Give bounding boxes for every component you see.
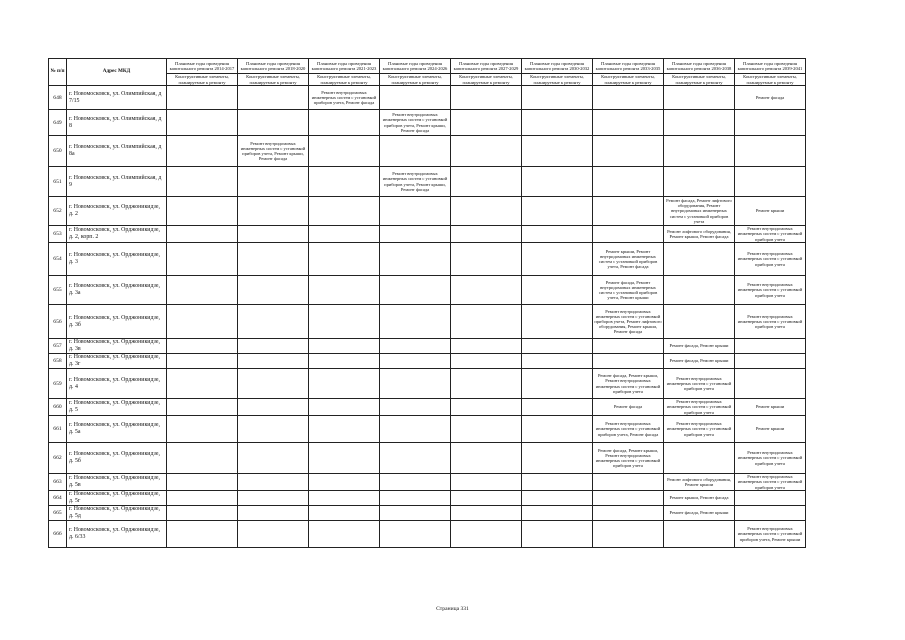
- table-row: [49, 167, 806, 197]
- row-address: г. Новомосковск, ул. Орджоникидзе, д. 6/33: [67, 521, 167, 548]
- repair-works-cell: [522, 354, 593, 369]
- repair-works-cell: Ремонт лифтового оборудования, Ремонт крыши: [664, 474, 735, 491]
- repair-works-cell: [167, 86, 238, 110]
- repair-works-cell: [451, 491, 522, 506]
- row-address: г. Новомосковск, ул. Орджоникидзе, д. 3в: [67, 339, 167, 354]
- table-row: [49, 110, 806, 136]
- header-period-2033-2035: Плановые годы проведения капитального ремонта 2033-2035: [593, 59, 664, 74]
- row-address: г. Новомосковск, ул. Орджоникидзе, д. 5: [67, 399, 167, 416]
- repair-works-cell: [664, 521, 735, 548]
- header-period-2036-2038: Плановые годы проведения капитального ремонта 2036-2038: [664, 59, 735, 74]
- table-body: [49, 86, 806, 548]
- repair-works-cell: [238, 276, 309, 305]
- table-row: [49, 276, 806, 305]
- row-address: г. Новомосковск, ул. Орджоникидзе, д. 4: [67, 369, 167, 399]
- repair-works-cell: [451, 305, 522, 339]
- row-number: 663: [49, 474, 67, 491]
- repair-works-cell: [522, 416, 593, 443]
- repair-works-cell: [238, 110, 309, 136]
- repair-works-cell: [735, 339, 806, 354]
- repair-works-cell: Ремонт внутридомовых инженерных систем с установкой приборов учета, Ремонт крыши, Ремонт фасада: [238, 136, 309, 167]
- row-number: 660: [49, 399, 67, 416]
- repair-works-cell: [522, 474, 593, 491]
- repair-works-cell: [451, 399, 522, 416]
- row-number: 648: [49, 86, 67, 110]
- repair-works-cell: Ремонт крыши, Ремонт фасада: [664, 491, 735, 506]
- repair-works-cell: [593, 491, 664, 506]
- header-elements: Конструктивные элементы, планируемые к ремонту: [593, 74, 664, 86]
- row-address: г. Новомосковск, ул. Олимпийская, д 9: [67, 167, 167, 197]
- table-row: [49, 305, 806, 339]
- repair-works-cell: [309, 110, 380, 136]
- repair-works-cell: [451, 167, 522, 197]
- header-elements: Конструктивные элементы, планируемые к ремонту: [522, 74, 593, 86]
- repair-works-cell: [451, 276, 522, 305]
- header-period-2021-2023: Плановые годы проведения капитального ремонта 2021-2023: [309, 59, 380, 74]
- repair-works-cell: [309, 521, 380, 548]
- repair-works-cell: [735, 110, 806, 136]
- repair-works-cell: [664, 110, 735, 136]
- table-row: [49, 226, 806, 243]
- repair-works-cell: Ремонт крыши: [735, 416, 806, 443]
- repair-works-cell: [167, 226, 238, 243]
- row-address: г. Новомосковск, ул. Орджоникидзе, д. 5б: [67, 443, 167, 474]
- repair-works-cell: [238, 474, 309, 491]
- row-number: 654: [49, 243, 67, 276]
- repair-works-cell: [593, 521, 664, 548]
- repair-works-cell: [238, 399, 309, 416]
- repair-works-cell: Ремонт внутридомовых инженерных систем с установкой приборов учета: [735, 276, 806, 305]
- repair-works-cell: Ремонт внутридомовых инженерных систем с установкой приборов учета, Ремонт крыши: [735, 521, 806, 548]
- repair-works-cell: [238, 369, 309, 399]
- repair-works-cell: [309, 276, 380, 305]
- repair-works-cell: [451, 506, 522, 521]
- repair-works-cell: [309, 474, 380, 491]
- table-header: [49, 59, 806, 86]
- repair-works-cell: [380, 226, 451, 243]
- repair-works-cell: [167, 399, 238, 416]
- repair-works-cell: [593, 474, 664, 491]
- repair-works-cell: [380, 474, 451, 491]
- repair-works-cell: Ремонт внутридомовых инженерных систем с установкой приборов учета: [735, 474, 806, 491]
- row-number: 664: [49, 491, 67, 506]
- repair-works-cell: [522, 243, 593, 276]
- row-address: г. Новомосковск, ул. Орджоникидзе, д. 2, корп. 2: [67, 226, 167, 243]
- repair-works-cell: [451, 369, 522, 399]
- repair-works-cell: [238, 197, 309, 226]
- row-number: 659: [49, 369, 67, 399]
- repair-works-cell: [238, 416, 309, 443]
- table-row: [49, 86, 806, 110]
- repair-works-cell: [451, 339, 522, 354]
- header-period-2018-2020: Плановые годы проведения капитального ремонта 2018-2020: [238, 59, 309, 74]
- repair-works-cell: [451, 443, 522, 474]
- repair-works-cell: [238, 86, 309, 110]
- row-number: 657: [49, 339, 67, 354]
- repair-works-cell: [593, 136, 664, 167]
- repair-works-cell: Ремонт фасада, Ремонт крыши: [664, 506, 735, 521]
- repair-works-cell: Ремонт внутридомовых инженерных систем с установкой приборов учета, Ремонт лифтового оборудования, Ремонт крыши, Ремонт фасада: [593, 305, 664, 339]
- repair-works-cell: Ремонт фасада, Ремонт внутридомовых инженерных систем с установкой приборов учета, Ремонт крыши: [593, 276, 664, 305]
- table-row: [49, 197, 806, 226]
- repair-works-cell: [238, 339, 309, 354]
- row-address: г. Новомосковск, ул. Орджоникидзе, д. 5а: [67, 416, 167, 443]
- repair-works-cell: Ремонт фасада, Ремонт крыши, Ремонт внутридомовых инженерных систем с установкой приборов учета: [593, 443, 664, 474]
- repair-works-cell: [593, 167, 664, 197]
- repair-works-cell: [664, 243, 735, 276]
- row-number: 666: [49, 521, 67, 548]
- repair-works-cell: Ремонт крыши, Ремонт внутридомовых инженерных систем с установкой приборов учета, Ремонт фасада: [593, 243, 664, 276]
- repair-works-cell: [735, 167, 806, 197]
- row-address: г. Новомосковск, ул. Олимпийская, д 8: [67, 110, 167, 136]
- repair-works-cell: [664, 276, 735, 305]
- repair-works-cell: [380, 276, 451, 305]
- table-row: [49, 443, 806, 474]
- table-row: [49, 369, 806, 399]
- repair-works-cell: [238, 226, 309, 243]
- repair-works-cell: [451, 197, 522, 226]
- header-elements: Конструктивные элементы, планируемые к ремонту: [664, 74, 735, 86]
- repair-works-cell: [309, 243, 380, 276]
- repair-works-cell: [451, 110, 522, 136]
- repair-works-cell: Ремонт внутридомовых инженерных систем с установкой приборов учета, Ремонт крыши, Ремонт фасада: [380, 110, 451, 136]
- repair-works-cell: [735, 136, 806, 167]
- repair-works-cell: [522, 491, 593, 506]
- header-elements: Конструктивные элементы, планируемые к ремонту: [238, 74, 309, 86]
- header-period-2030-2032: Плановые годы проведения капитального ремонта 2030-2032: [522, 59, 593, 74]
- repair-works-cell: [238, 305, 309, 339]
- row-address: г. Новомосковск, ул. Олимпийская, д 7/15: [67, 86, 167, 110]
- repair-works-cell: [238, 243, 309, 276]
- repair-works-cell: [309, 369, 380, 399]
- repair-works-cell: Ремонт фасада, Ремонт крыши, Ремонт внутридомовых инженерных систем с установкой приборов учета: [593, 369, 664, 399]
- repair-works-cell: [522, 506, 593, 521]
- repair-works-cell: [167, 197, 238, 226]
- repair-works-cell: [238, 167, 309, 197]
- repair-works-cell: Ремонт внутридомовых инженерных систем с установкой приборов учета: [664, 416, 735, 443]
- table-row: [49, 339, 806, 354]
- repair-works-cell: [380, 521, 451, 548]
- repair-works-cell: [522, 167, 593, 197]
- repair-works-cell: [380, 305, 451, 339]
- repair-works-cell: [167, 167, 238, 197]
- header-num: № п/п: [49, 59, 67, 86]
- page-number: Страница 331: [436, 606, 469, 612]
- repair-works-cell: [522, 443, 593, 474]
- repair-works-cell: Ремонт фасада: [735, 86, 806, 110]
- repair-works-cell: [309, 443, 380, 474]
- repair-works-cell: [735, 354, 806, 369]
- header-address: Адрес МКД: [67, 59, 167, 86]
- repair-works-cell: [522, 339, 593, 354]
- repair-works-cell: [664, 136, 735, 167]
- repair-works-cell: [593, 354, 664, 369]
- row-address: г. Новомосковск, ул. Орджоникидзе, д. 5г: [67, 491, 167, 506]
- repair-works-cell: [451, 86, 522, 110]
- repair-works-cell: [522, 521, 593, 548]
- row-number: 661: [49, 416, 67, 443]
- repair-works-cell: Ремонт внутридомовых инженерных систем с установкой приборов учета, Ремонт крыши, Ремонт фасада: [380, 167, 451, 197]
- repair-works-cell: [522, 86, 593, 110]
- repair-works-cell: Ремонт внутридомовых инженерных систем с установкой приборов учета: [664, 399, 735, 416]
- table-row: [49, 136, 806, 167]
- repair-works-cell: [238, 354, 309, 369]
- repair-works-cell: [167, 276, 238, 305]
- repair-works-cell: [167, 243, 238, 276]
- repair-works-cell: [593, 339, 664, 354]
- header-elements: Конструктивные элементы, планируемые к ремонту: [380, 74, 451, 86]
- header-elements: Конструктивные элементы, планируемые к ремонту: [451, 74, 522, 86]
- repair-works-cell: [238, 521, 309, 548]
- repair-works-cell: [451, 243, 522, 276]
- repair-works-cell: [167, 474, 238, 491]
- repair-works-cell: Ремонт внутридомовых инженерных систем с установкой приборов учета: [735, 305, 806, 339]
- repair-works-cell: Ремонт фасада, Ремонт крыши: [664, 339, 735, 354]
- repair-works-cell: [664, 167, 735, 197]
- row-address: г. Новомосковск, ул. Олимпийская, д 8а: [67, 136, 167, 167]
- repair-works-cell: [167, 369, 238, 399]
- table-row: [49, 474, 806, 491]
- repair-works-cell: Ремонт фасада, Ремонт крыши: [664, 354, 735, 369]
- repair-works-cell: [380, 369, 451, 399]
- repair-works-cell: [593, 110, 664, 136]
- repair-works-cell: Ремонт внутридомовых инженерных систем с установкой приборов учета, Ремонт фасада: [593, 416, 664, 443]
- repair-works-cell: [735, 369, 806, 399]
- repair-works-cell: [380, 339, 451, 354]
- row-address: г. Новомосковск, ул. Орджоникидзе, д. 5д: [67, 506, 167, 521]
- repair-works-cell: Ремонт внутридомовых инженерных систем с установкой приборов учета: [735, 243, 806, 276]
- repair-works-cell: [451, 354, 522, 369]
- repair-works-cell: [309, 339, 380, 354]
- row-number: 658: [49, 354, 67, 369]
- repair-works-cell: Ремонт фасада: [593, 399, 664, 416]
- row-number: 655: [49, 276, 67, 305]
- row-number: 653: [49, 226, 67, 243]
- header-elements: Конструктивные элементы, планируемые к ремонту: [735, 74, 806, 86]
- repair-works-cell: [593, 86, 664, 110]
- row-address: г. Новомосковск, ул. Орджоникидзе, д. 5в: [67, 474, 167, 491]
- row-number: 662: [49, 443, 67, 474]
- repair-works-cell: Ремонт внутридомовых инженерных систем с установкой приборов учета: [735, 226, 806, 243]
- repair-works-cell: [451, 136, 522, 167]
- header-period-2027-2029: Плановые годы проведения капитального ремонта 2027-2029: [451, 59, 522, 74]
- repair-works-cell: [167, 506, 238, 521]
- repair-works-cell: [664, 443, 735, 474]
- row-number: 652: [49, 197, 67, 226]
- row-number: 649: [49, 110, 67, 136]
- row-address: г. Новомосковск, ул. Орджоникидзе, д. 3: [67, 243, 167, 276]
- repair-works-cell: [309, 354, 380, 369]
- repair-works-cell: [309, 491, 380, 506]
- header-elements: Конструктивные элементы, планируемые к ремонту: [167, 74, 238, 86]
- repair-works-cell: [238, 491, 309, 506]
- repair-works-cell: [167, 521, 238, 548]
- repair-works-cell: [380, 86, 451, 110]
- repair-works-cell: [167, 305, 238, 339]
- row-address: г. Новомосковск, ул. Орджоникидзе, д. 3а: [67, 276, 167, 305]
- table-row: [49, 521, 806, 548]
- row-address: г. Новомосковск, ул. Орджоникидзе, д. 2: [67, 197, 167, 226]
- repair-works-cell: [380, 136, 451, 167]
- repair-works-cell: [522, 305, 593, 339]
- row-address: г. Новомосковск, ул. Орджоникидзе, д. 3г: [67, 354, 167, 369]
- repair-works-cell: [522, 226, 593, 243]
- repair-works-cell: [593, 226, 664, 243]
- header-period-2039-2041: Плановые годы проведения капитального ремонта 2039-2041: [735, 59, 806, 74]
- table-row: [49, 416, 806, 443]
- repair-works-cell: [380, 354, 451, 369]
- repair-works-cell: [167, 136, 238, 167]
- repair-works-cell: [167, 339, 238, 354]
- repair-works-cell: [380, 197, 451, 226]
- repair-works-cell: Ремонт фасада, Ремонт лифтового оборудования, Ремонт внутридомовых инженерных систем с установкой приборов учета: [664, 197, 735, 226]
- repair-works-cell: [522, 136, 593, 167]
- repair-works-cell: [664, 305, 735, 339]
- repair-works-cell: [309, 305, 380, 339]
- repair-works-cell: [522, 197, 593, 226]
- table-row: [49, 243, 806, 276]
- repair-works-cell: [380, 416, 451, 443]
- repair-works-cell: [522, 276, 593, 305]
- repair-works-cell: [664, 86, 735, 110]
- repair-works-cell: [522, 399, 593, 416]
- repair-works-cell: [167, 416, 238, 443]
- repair-works-cell: [309, 416, 380, 443]
- header-period-2014-2017: Плановые годы проведения капитального ремонта 2014-2017: [167, 59, 238, 74]
- header-elements: Конструктивные элементы, планируемые к ремонту: [309, 74, 380, 86]
- repair-works-cell: Ремонт лифтового оборудования, Ремонт крыши, Ремонт фасада: [664, 226, 735, 243]
- repair-works-cell: [380, 243, 451, 276]
- row-number: 656: [49, 305, 67, 339]
- row-address: г. Новомосковск, ул. Орджоникидзе, д. 3б: [67, 305, 167, 339]
- repair-works-cell: [238, 506, 309, 521]
- repair-works-cell: Ремонт крыши: [735, 399, 806, 416]
- header-period-2024-2026: Плановые годы проведения капитального ремонта 2024-2026: [380, 59, 451, 74]
- repair-works-cell: [309, 167, 380, 197]
- repair-works-cell: [380, 491, 451, 506]
- table-row: [49, 354, 806, 369]
- repair-works-cell: [167, 110, 238, 136]
- repair-works-cell: Ремонт внутридомовых инженерных систем с установкой приборов учета: [735, 443, 806, 474]
- repair-works-cell: [167, 491, 238, 506]
- table-row: [49, 491, 806, 506]
- repair-works-cell: [380, 443, 451, 474]
- repair-works-cell: [451, 416, 522, 443]
- row-number: 650: [49, 136, 67, 167]
- repair-works-cell: [593, 506, 664, 521]
- repair-works-cell: [309, 136, 380, 167]
- repair-works-cell: Ремонт крыши: [735, 197, 806, 226]
- row-number: 665: [49, 506, 67, 521]
- repair-works-cell: [522, 369, 593, 399]
- repair-works-cell: [735, 491, 806, 506]
- repair-works-cell: [309, 226, 380, 243]
- repair-works-cell: [593, 197, 664, 226]
- capital-repair-schedule-table: [48, 58, 806, 548]
- repair-works-cell: [309, 506, 380, 521]
- repair-works-cell: [735, 506, 806, 521]
- repair-works-cell: [380, 399, 451, 416]
- repair-works-cell: [522, 110, 593, 136]
- repair-works-cell: [451, 474, 522, 491]
- repair-works-cell: Ремонт внутридомовых инженерных систем с установкой приборов учета: [664, 369, 735, 399]
- repair-works-cell: [167, 354, 238, 369]
- table-row: [49, 399, 806, 416]
- repair-works-cell: [238, 443, 309, 474]
- repair-works-cell: [451, 226, 522, 243]
- table-row: [49, 506, 806, 521]
- repair-works-cell: [309, 399, 380, 416]
- repair-works-cell: [309, 197, 380, 226]
- row-number: 651: [49, 167, 67, 197]
- repair-works-cell: [167, 443, 238, 474]
- repair-works-cell: [380, 506, 451, 521]
- repair-works-cell: Ремонт внутридомовых инженерных систем с установкой приборов учета, Ремонт фасада: [309, 86, 380, 110]
- repair-works-cell: [451, 521, 522, 548]
